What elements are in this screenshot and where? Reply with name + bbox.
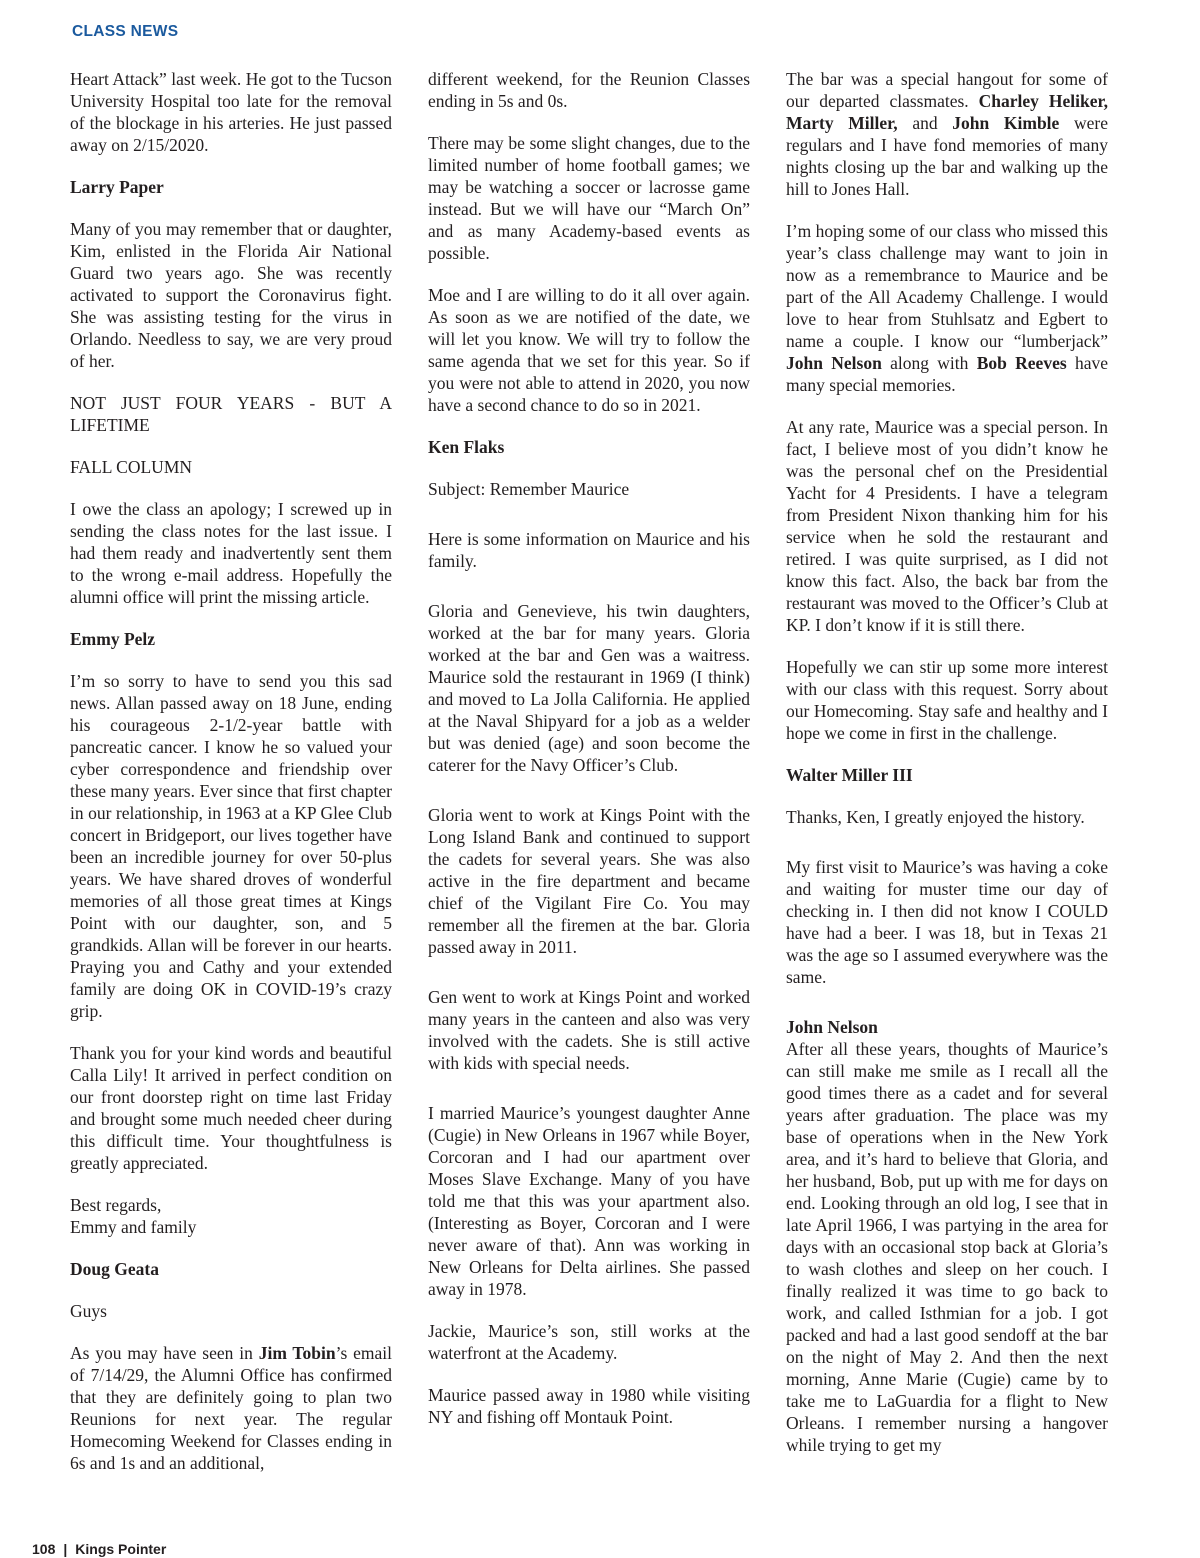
paragraph: Here is some information on Maurice and his family. xyxy=(428,529,750,571)
author-heading: John Nelson xyxy=(786,1017,878,1037)
text-run: As you may have seen in xyxy=(70,1343,259,1363)
paragraph: Emmy and family xyxy=(70,1217,197,1237)
paragraph: Jackie, Maurice’s son, still works at the waterfront at the Academy. xyxy=(428,1321,750,1363)
paragraph xyxy=(786,68,1108,200)
bold-name: John Kimble xyxy=(952,113,1060,133)
paragraph xyxy=(786,220,1108,396)
author-heading: Doug Geata xyxy=(70,1259,159,1279)
paragraph: Heart Attack” last week. He got to the Tucson University Hospital too late for the removal of the blockage in his arteries. He just passed away on 2/15/2020. xyxy=(70,69,392,155)
text-run: were regulars and I have fond memories of many nights closing up the bar and walking up the hill to Jones Hall. xyxy=(786,113,1108,199)
text-run: along with xyxy=(881,353,977,373)
paragraph: Guys xyxy=(70,1301,107,1321)
paragraph: There may be some slight changes, due to the limited number of home football games; we may be watching a soccer or lacrosse game instead. But we will have our “March On” and as many Academy-based events as possible. xyxy=(428,133,750,263)
paragraph: Subject: Remember Maurice xyxy=(428,479,630,499)
text-run: have many special memories. xyxy=(786,353,1108,395)
paragraph: At any rate, Maurice was a special person. In fact, I believe most of you didn’t know he was the personal chef on the Presidential Yacht for 4 Presidents. I have a telegram from President Nixon thanking him for his service when he sold the restaurant and retired. I was quite surprised, as I did not know this fact. Also, the back bar from the restaurant was moved to the Officer’s Club at KP. I don’t know if it is still there. xyxy=(786,417,1108,635)
author-heading: Walter Miller III xyxy=(786,765,913,785)
column-2 xyxy=(428,68,750,1448)
author-heading: Larry Paper xyxy=(70,177,164,197)
paragraph: Many of you may remember that or daughter, Kim, enlisted in the Florida Air National Guard two years ago. She was recently activated to support the Coronavirus fight. She was assisting testing for the virus in Orlando. Needless to say, we are very proud of her. xyxy=(70,219,392,371)
column-1 xyxy=(70,68,392,1494)
footer-separator: | xyxy=(63,1541,68,1557)
paragraph: different weekend, for the Reunion Classes ending in 5s and 0s. xyxy=(428,69,750,111)
paragraph: Gen went to work at Kings Point and worked many years in the canteen and also was very involved with the cadets. She is still active with kids with special needs. xyxy=(428,987,750,1073)
section-header: CLASS NEWS xyxy=(72,23,179,40)
paragraph: NOT JUST FOUR YEARS - BUT A LIFETIME xyxy=(70,393,392,435)
column-3 xyxy=(786,68,1108,1476)
text-run: The bar was a special hangout for some of our departed classmates. xyxy=(786,69,1108,111)
paragraph: Thank you for your kind words and beautiful Calla Lily! It arrived in perfect condition on our front doorstep right on time last Friday and brought some much needed cheer during this difficult time. Your thoughtfulness is greatly appreciated. xyxy=(70,1043,392,1173)
paragraph: After all these years, thoughts of Maurice’s can still make me smile as I recall all the good times there as a cadet and for several years after graduation. The place was my base of operations when in the New York area, and it’s hard to believe that Gloria, and her husband, Bob, put up with me for days on end. Looking through an old log, I see that in late April 1966, I was partying in the area for days with an occasional stop back at Gloria’s to wash clothes and sleep on her couch. I finally realized it was time to go back to work, and called Isthmian for a job. I got packed and had a last good sendoff at the bar on the night of May 2. And then the next morning, Anne Marie (Cugie) came by to take me to LaGuardia for a flight to New Orleans. I remember nursing a hangover while trying to get my xyxy=(786,1039,1108,1455)
bold-name: Jim Tobin xyxy=(258,1343,336,1363)
paragraph: Moe and I are willing to do it all over again. As soon as we are notified of the date, we will let you know. We will try to follow the same agenda that we set for this year. So if you were not able to attend in 2020, you now have a second chance to do so in 2021. xyxy=(428,285,750,415)
bold-name: Charley Heliker, Marty Miller, xyxy=(786,91,1108,133)
paragraph: I owe the class an apology; I screwed up in sending the class notes for the last issue. I had them ready and inadvertently sent them to the wrong e-mail address. Hopefully the alumni office will print the missing article. xyxy=(70,499,392,607)
paragraph: Thanks, Ken, I greatly enjoyed the history. xyxy=(786,807,1085,827)
paragraph: Gloria and Genevieve, his twin daughters, worked at the bar for many years. Gloria worked at the bar and Gen was a waitress. Maurice sold the restaurant in 1969 (I think) and moved to La Jolla California. He applied at the Naval Shipyard for a job as a welder but was denied (age) and soon become the caterer for the Navy Officer’s Club. xyxy=(428,601,750,775)
paragraph: I’m so sorry to have to send you this sad news. Allan passed away on 18 June, ending his courageous 2-1/2-year battle with pancreatic cancer. I know he so valued your cyber correspondence and friendship over these many years. Ever since that first chapter in our relationship, in 1963 at a KP Glee Club concert in Bridgeport, our lives together have been an incredible journey for over 50-plus years. We have shared droves of wonderful memories of all those great times at Kings Point with our daughter, son, and 5 grandkids. Allan will be forever in our hearts. Praying you and Cathy and your extended family are doing OK in COVID-19’s crazy grip. xyxy=(70,671,392,1021)
text-run: ’s email of 7/14/29, the Alumni Office has confirmed that they are definitely going to plan two Reunions for next year. The regular Homecoming Weekend for Classes ending in 6s and 1s and an additional, xyxy=(70,1343,392,1473)
author-heading: Emmy Pelz xyxy=(70,629,156,649)
bold-name: Bob Reeves xyxy=(976,353,1067,373)
page-footer xyxy=(32,1541,166,1557)
paragraph: My first visit to Maurice’s was having a coke and waiting for muster time our day of checking in. I then did not know I COULD have had a beer. I was 18, but in Texas 21 was the age so I assumed everywhere was the same. xyxy=(786,857,1108,987)
text-run: I’m hoping some of our class who missed this year’s class challenge may want to join in now as a remembrance to Maurice and be part of the All Academy Challenge. I would love to hear from Stuhlsatz and Egbert to name a couple. I know our “lumberjack” xyxy=(786,221,1108,351)
paragraph: I married Maurice’s youngest daughter Anne (Cugie) in New Orleans in 1967 while Boyer, Corcoran and I had our apartment over Moses Slave Exchange. Many of you have told me that this was your apartment also. (Interesting as Boyer, Corcoran and I were never aware of that). Ann was working in New Orleans for Delta airlines. She passed away in 1978. xyxy=(428,1103,750,1299)
paragraph: FALL COLUMN xyxy=(70,457,193,477)
page-number: 108 xyxy=(32,1541,56,1557)
publication-name: Kings Pointer xyxy=(75,1541,167,1557)
paragraph: Hopefully we can stir up some more interest with our class with this request. Sorry about our Homecoming. Stay safe and healthy and I hope we come in first in the challenge. xyxy=(786,657,1108,743)
paragraph: Maurice passed away in 1980 while visiting NY and fishing off Montauk Point. xyxy=(428,1385,750,1427)
paragraph: Gloria went to work at Kings Point with the Long Island Bank and continued to support the cadets for several years. She was also active in the fire department and became chief of the Vigilant Fire Co. You may remember all the firemen at the bar. Gloria passed away in 2011. xyxy=(428,805,750,957)
bold-name: John Nelson xyxy=(786,353,882,373)
paragraph xyxy=(70,1342,392,1474)
paragraph: Best regards, xyxy=(70,1195,162,1215)
text-run: and xyxy=(897,113,953,133)
author-heading: Ken Flaks xyxy=(428,437,505,457)
